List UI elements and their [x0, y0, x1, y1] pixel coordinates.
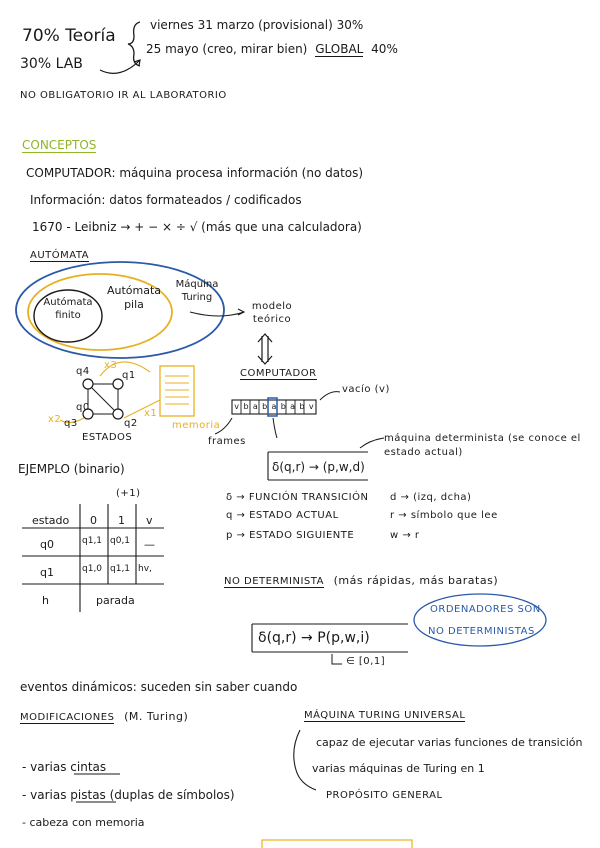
- exam-global-percent: 40%: [371, 42, 398, 56]
- exam-date-1: viernes 31 marzo (provisional) 30%: [150, 18, 364, 32]
- symbol-x2: x2: [48, 414, 62, 425]
- r-simbolo: r → símbolo que lee: [390, 510, 498, 521]
- col-v: v: [146, 514, 153, 527]
- modificaciones-heading: [20, 710, 188, 723]
- computador-definition: COMPUTADOR: máquina procesa información (no datos): [26, 166, 364, 180]
- tape-cell: b: [262, 402, 268, 411]
- vacio-label: vacío (v): [342, 384, 390, 395]
- row-h-parada: parada: [96, 594, 135, 607]
- no-det-range: ∈ [0,1]: [346, 656, 386, 667]
- tape-cell: b: [299, 402, 305, 411]
- row-q0-estado: q0: [40, 538, 54, 551]
- memoria-label: memoria: [172, 420, 221, 431]
- mod-item-cintas: - varias cintas: [22, 760, 107, 774]
- delta-formula: δ(q,r) → (p,w,d): [272, 460, 365, 474]
- row-q1-estado: q1: [40, 566, 54, 579]
- state-q3: q3: [64, 418, 78, 429]
- col-0: 0: [90, 514, 97, 527]
- tape-cell: b: [243, 402, 249, 411]
- teoria-percent: 70% Teoría: [22, 26, 116, 46]
- informacion-definition: Información: datos formateados / codificados: [30, 193, 302, 207]
- state-q2: q2: [124, 418, 138, 429]
- estado-actual: q → ESTADO ACTUAL: [226, 510, 339, 521]
- conceptos-heading: CONCEPTOS: [22, 138, 97, 152]
- w-simbolo: w → r: [390, 530, 420, 541]
- tape-cell: a: [271, 402, 277, 411]
- row-q0-c2: —: [144, 538, 155, 551]
- no-det-formula: δ(q,r) → P(p,w,i): [258, 630, 370, 646]
- tape-cell: a: [252, 402, 258, 411]
- no-det-desc: (más rápidas, más baratas): [333, 574, 499, 587]
- exam-date-2-text: 25 mayo (creo, mirar bien): [146, 42, 308, 56]
- eventos-dinamicos: eventos dinámicos: suceden sin saber cuando: [20, 680, 298, 694]
- exam-global: GLOBAL: [315, 42, 364, 56]
- symbol-x1: x1: [144, 408, 158, 419]
- funcion-transicion: δ → FUNCIÓN TRANSICIÓN: [226, 492, 369, 503]
- ejemplo-heading-text: EJEMPLO (binario): [18, 462, 125, 476]
- mod-item-cabeza: - cabeza con memoria: [22, 816, 145, 829]
- d-direccion: d → (izq, dcha): [390, 492, 472, 503]
- maquina-turing-label: Máquina Turing: [175, 279, 219, 303]
- universal-line-2: varias máquinas de Turing en 1: [312, 762, 485, 775]
- automata-pila-label: Autómata pila: [106, 284, 162, 311]
- automata-heading: AUTÓMATA: [30, 250, 90, 261]
- tape-cell: a: [290, 402, 296, 411]
- turing-tape: [232, 401, 316, 413]
- mod-item-pistas: - varias pistas (duplas de símbolos): [22, 788, 235, 802]
- ejemplo-top-label: (+1): [116, 488, 141, 499]
- maquina-determinista-note: máquina determinista (se conoce el estado actual): [384, 433, 581, 458]
- row-q1-c1: q1,1: [110, 564, 131, 574]
- state-q1: q1: [122, 370, 136, 381]
- tape-cell: v: [308, 402, 314, 411]
- ordenadores-line-2: NO DETERMINISTAS: [428, 626, 535, 637]
- ordenadores-line-1: ORDENADORES SON: [430, 604, 541, 615]
- modificaciones-sub: (M. Turing): [124, 710, 189, 723]
- universal-line-1: capaz de ejecutar varias funciones de transición: [316, 736, 583, 749]
- lab-percent: 30% LAB: [20, 56, 83, 72]
- row-h-estado: h: [42, 594, 49, 607]
- universal-line-3: PROPÓSITO GENERAL: [326, 790, 443, 801]
- symbol-x3: x3: [104, 360, 118, 371]
- frames-label: frames: [208, 436, 246, 447]
- row-q1-c0: q1,0: [82, 564, 103, 574]
- state-q0: q0: [76, 402, 90, 413]
- row-q0-c1: q0,1: [110, 536, 131, 546]
- modelo-teorico-label: modelo teórico: [251, 301, 293, 325]
- modificaciones-heading-text: MODIFICACIONES: [20, 712, 115, 723]
- no-det-heading: [224, 574, 498, 587]
- tape-cell: b: [280, 402, 286, 411]
- computador-label: COMPUTADOR: [240, 368, 317, 379]
- col-1: 1: [118, 514, 125, 527]
- row-q0-c0: q1,1: [82, 536, 103, 546]
- row-q1-c2: hv,: [138, 564, 152, 574]
- estados-label: ESTADOS: [82, 432, 133, 443]
- leibniz-note: 1670 - Leibniz → + − × ÷ √ (más que una calculadora): [32, 220, 362, 234]
- state-q4: q4: [76, 366, 90, 377]
- estado-siguiente: p → ESTADO SIGUIENTE: [226, 530, 355, 541]
- universal-heading: MÁQUINA TURING UNIVERSAL: [304, 710, 466, 721]
- ejemplo-heading: [18, 462, 125, 476]
- tape-cell: v: [234, 402, 240, 411]
- no-obligatorio-note: NO OBLIGATORIO IR AL LABORATORIO: [20, 90, 227, 101]
- no-det-heading-text: NO DETERMINISTA: [224, 576, 324, 587]
- col-estado: estado: [32, 514, 70, 527]
- automata-finito-label: Autómata finito: [43, 297, 93, 321]
